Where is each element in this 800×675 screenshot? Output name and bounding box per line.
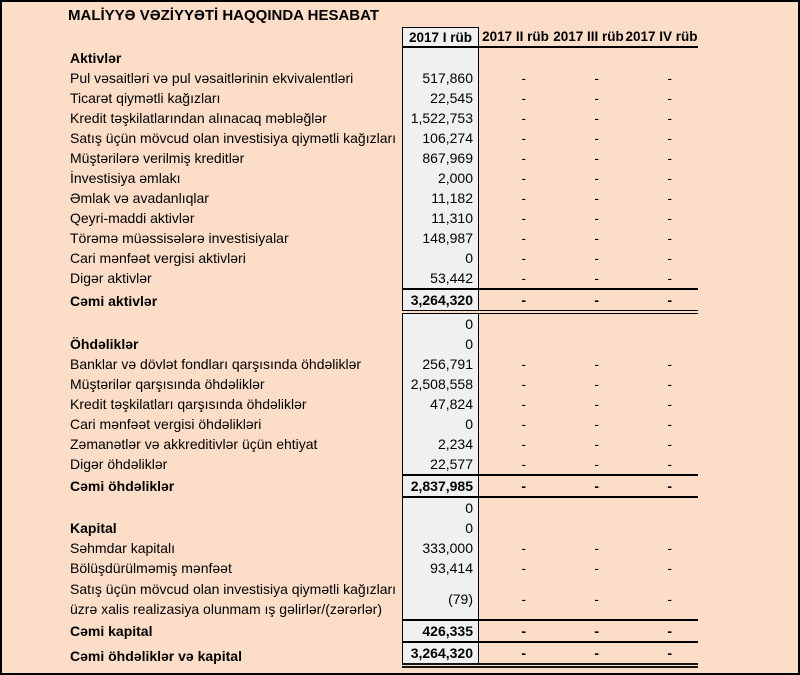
cell-2017-q4: -: [667, 90, 672, 106]
table-row: [67, 334, 698, 354]
cell-2017-q1: 11,182: [402, 188, 479, 208]
cell-2017-q2: [479, 518, 552, 538]
row-values: [402, 288, 698, 314]
cell-2017-q2: [479, 314, 552, 334]
table-row: [67, 314, 698, 334]
cell-2017-q1: 2,508,558: [402, 374, 479, 394]
row-label: Digər aktivlər: [70, 270, 152, 286]
row-label: Aktivlər: [70, 50, 122, 66]
row-values: [402, 474, 698, 498]
cell-2017-q4: [625, 498, 698, 518]
cell-2017-q3: [552, 518, 625, 538]
column-header-2017-q1: 2017 I rüb: [402, 27, 479, 46]
table-row: [67, 474, 698, 498]
cell-2017-q4: -: [667, 396, 672, 412]
cell-2017-q4: -: [667, 292, 672, 308]
cell-2017-q4: -: [667, 590, 672, 607]
cell-2017-q1: 93,414: [402, 558, 479, 578]
row-label: Müştərilər qarşısında öhdəliklər: [70, 376, 265, 392]
table-row: [67, 248, 698, 268]
row-values: [402, 168, 698, 188]
cell-2017-q1: 22,545: [402, 88, 479, 108]
table-row: [67, 643, 698, 668]
table-row: [67, 208, 698, 228]
table-row: [67, 88, 698, 108]
cell-2017-q3: -: [594, 560, 599, 576]
cell-2017-q4: -: [667, 456, 672, 472]
cell-2017-q2: -: [521, 540, 526, 556]
table-row: [67, 148, 698, 168]
cell-2017-q4: -: [667, 560, 672, 576]
cell-2017-q1: 2,000: [402, 168, 479, 188]
report-title: MALİYYƏ VƏZİYYƏTİ HAQQINDA HESABAT: [68, 7, 380, 24]
cell-2017-q1: 0: [402, 314, 479, 334]
cell-2017-q2: -: [521, 230, 526, 246]
table-row: [67, 538, 698, 558]
row-values: [402, 619, 698, 643]
cell-2017-q2: -: [521, 292, 526, 308]
row-label: Kredit təşkilatlarından alınacaq məbləğlər: [70, 110, 327, 126]
table-row: [67, 578, 698, 619]
row-label: [67, 498, 402, 518]
table-row: [67, 454, 698, 474]
cell-2017-q2: -: [521, 478, 526, 494]
cell-2017-q4: -: [667, 150, 672, 166]
cell-2017-q3: [552, 314, 625, 334]
row-values: [402, 188, 698, 208]
row-label: Cari mənfəət vergisi öhdəlikləri: [70, 416, 262, 432]
row-values: [402, 108, 698, 128]
cell-2017-q2: [479, 48, 552, 68]
cell-2017-q1: 0: [402, 334, 479, 354]
row-values: [402, 374, 698, 394]
row-values: [402, 88, 698, 108]
row-label: Cəmi öhdəliklər və kapital: [70, 647, 242, 664]
row-label: İnvestisiya əmlakı: [70, 170, 181, 186]
cell-2017-q4: -: [667, 376, 672, 392]
row-label: Satış üçün mövcud olan investisiya qiymətli kağızları: [70, 130, 397, 146]
cell-2017-q2: [479, 334, 552, 354]
row-values: [402, 414, 698, 434]
cell-2017-q4: -: [667, 130, 672, 146]
cell-2017-q2: -: [521, 645, 526, 661]
cell-2017-q4: -: [667, 190, 672, 206]
cell-2017-q2: -: [521, 70, 526, 86]
cell-2017-q3: -: [594, 478, 599, 494]
row-values: [402, 498, 698, 518]
cell-2017-q3: -: [594, 590, 599, 607]
cell-2017-q4: -: [667, 645, 672, 661]
cell-2017-q4: -: [667, 623, 672, 639]
row-values: [402, 518, 698, 538]
cell-2017-q4: [625, 334, 698, 354]
table-row: [67, 354, 698, 374]
cell-2017-q2: -: [521, 270, 526, 286]
table-body: [67, 48, 698, 668]
cell-2017-q4: [625, 314, 698, 334]
row-values: [402, 434, 698, 454]
cell-2017-q3: [552, 498, 625, 518]
table-row: [67, 128, 698, 148]
cell-2017-q2: -: [521, 210, 526, 226]
cell-2017-q1: 2,837,985: [402, 476, 479, 496]
row-values: [402, 68, 698, 88]
row-label: Banklar və dövlət fondları qarşısında öhdəliklər: [70, 356, 362, 372]
cell-2017-q2: -: [521, 150, 526, 166]
cell-2017-q1: 3,264,320: [402, 290, 479, 310]
cell-2017-q1: 0: [402, 414, 479, 434]
cell-2017-q4: -: [667, 210, 672, 226]
cell-2017-q1: 11,310: [402, 208, 479, 228]
cell-2017-q1: 22,577: [402, 454, 479, 474]
cell-2017-q1: (79): [402, 578, 479, 619]
table-header-row: [67, 27, 698, 48]
cell-2017-q4: -: [667, 478, 672, 494]
row-values: [402, 643, 698, 668]
cell-2017-q2: -: [521, 396, 526, 412]
row-label: Törəmə müəssisələrə investisiyalar: [70, 230, 289, 246]
column-header-2017-q2: 2017 II rüb: [482, 29, 549, 44]
row-values: [402, 248, 698, 268]
row-values: [402, 128, 698, 148]
row-values: [402, 394, 698, 414]
cell-2017-q4: [625, 518, 698, 538]
row-values: [402, 538, 698, 558]
row-values: [402, 208, 698, 228]
row-label: Qeyri-maddi aktivlər: [70, 210, 195, 226]
cell-2017-q3: -: [594, 623, 599, 639]
cell-2017-q1: 517,860: [402, 68, 479, 88]
row-label: Kapital: [70, 520, 117, 536]
cell-2017-q2: -: [521, 436, 526, 452]
cell-2017-q3: -: [594, 436, 599, 452]
cell-2017-q3: -: [594, 210, 599, 226]
row-values: [402, 354, 698, 374]
row-values: [402, 148, 698, 168]
column-header-2017-q4: 2017 IV rüb: [625, 29, 698, 44]
cell-2017-q4: -: [667, 416, 672, 432]
cell-2017-q4: -: [667, 436, 672, 452]
cell-2017-q3: -: [594, 356, 599, 372]
cell-2017-q1: 3,264,320: [402, 643, 479, 663]
header-label-spacer: [67, 27, 402, 48]
cell-2017-q2: [479, 498, 552, 518]
row-label: Zəmanətlər və akkreditivlər üçün ehtiyat: [70, 436, 318, 452]
cell-2017-q1: 106,274: [402, 128, 479, 148]
cell-2017-q3: -: [594, 110, 599, 126]
cell-2017-q2: -: [521, 110, 526, 126]
cell-2017-q1: 0: [402, 518, 479, 538]
table-row: [67, 228, 698, 248]
cell-2017-q3: -: [594, 230, 599, 246]
table-row: [67, 414, 698, 434]
cell-2017-q4: -: [667, 230, 672, 246]
cell-2017-q4: -: [667, 110, 672, 126]
row-values: [402, 228, 698, 248]
cell-2017-q2: -: [521, 376, 526, 392]
cell-2017-q3: -: [594, 170, 599, 186]
cell-2017-q1: 0: [402, 248, 479, 268]
row-label: [67, 578, 402, 619]
cell-2017-q1: 0: [402, 498, 479, 518]
row-label: Səhmdar kapitalı: [70, 540, 176, 556]
cell-2017-q4: -: [667, 250, 672, 266]
row-label: Cəmi kapital: [70, 623, 153, 639]
row-label: Əmlak və avadanlıqlar: [70, 190, 209, 206]
cell-2017-q3: -: [594, 396, 599, 412]
row-values: [402, 334, 698, 354]
cell-2017-q2: -: [521, 130, 526, 146]
cell-2017-q2: -: [521, 560, 526, 576]
cell-2017-q1: [402, 48, 479, 68]
row-label: [67, 314, 402, 334]
cell-2017-q3: -: [594, 130, 599, 146]
cell-2017-q2: -: [521, 356, 526, 372]
table-row: [67, 374, 698, 394]
cell-2017-q1: 47,824: [402, 394, 479, 414]
cell-2017-q1: 148,987: [402, 228, 479, 248]
table-row: [67, 108, 698, 128]
financial-position-table: [67, 27, 698, 668]
row-values: [402, 578, 698, 619]
cell-2017-q3: -: [594, 292, 599, 308]
table-row: [67, 434, 698, 454]
cell-2017-q1: 426,335: [402, 621, 479, 641]
cell-2017-q2: -: [521, 456, 526, 472]
row-label: Cari mənfəət vergisi aktivləri: [70, 250, 246, 266]
table-row: [67, 619, 698, 643]
cell-2017-q4: -: [667, 170, 672, 186]
table-row: [67, 268, 698, 288]
cell-2017-q3: -: [594, 540, 599, 556]
row-values: [402, 454, 698, 474]
cell-2017-q1: 867,969: [402, 148, 479, 168]
cell-2017-q3: -: [594, 90, 599, 106]
cell-2017-q1: 256,791: [402, 354, 479, 374]
cell-2017-q2: -: [521, 90, 526, 106]
row-label-line1: Satış üçün mövcud olan investisiya qiymətli kağızları: [70, 581, 397, 597]
cell-2017-q2: -: [521, 590, 526, 607]
cell-2017-q3: -: [594, 70, 599, 86]
row-values: [402, 268, 698, 288]
row-label: Digər öhdəliklər: [70, 456, 168, 472]
column-header-2017-q3: 2017 III rüb: [553, 29, 624, 44]
table-row: [67, 558, 698, 578]
row-label-line2: üzrə xalis realizasiya olunmam ış gəlirlər/(zərərlər): [70, 601, 382, 617]
cell-2017-q4: -: [667, 540, 672, 556]
table-row: [67, 394, 698, 414]
table-row: [67, 498, 698, 518]
cell-2017-q3: -: [594, 150, 599, 166]
cell-2017-q3: -: [594, 456, 599, 472]
cell-2017-q3: [552, 48, 625, 68]
table-row: [67, 68, 698, 88]
row-label: Öhdəliklər: [70, 336, 139, 352]
table-row: [67, 168, 698, 188]
row-values: [402, 314, 698, 334]
row-label: Müştərilərə verilmiş kreditlər: [70, 150, 245, 166]
cell-2017-q2: -: [521, 190, 526, 206]
cell-2017-q2: -: [521, 623, 526, 639]
cell-2017-q1: 1,522,753: [402, 108, 479, 128]
cell-2017-q1: 333,000: [402, 538, 479, 558]
header-columns: [402, 27, 698, 48]
cell-2017-q4: [625, 48, 698, 68]
table-row: [67, 518, 698, 538]
cell-2017-q4: -: [667, 270, 672, 286]
cell-2017-q3: -: [594, 416, 599, 432]
cell-2017-q3: -: [594, 250, 599, 266]
cell-2017-q4: -: [667, 356, 672, 372]
cell-2017-q1: 53,442: [402, 268, 479, 288]
row-values: [402, 48, 698, 68]
table-row: [67, 48, 698, 68]
table-row: [67, 188, 698, 208]
cell-2017-q3: -: [594, 190, 599, 206]
cell-2017-q2: -: [521, 250, 526, 266]
row-values: [402, 558, 698, 578]
cell-2017-q2: -: [521, 416, 526, 432]
cell-2017-q3: -: [594, 376, 599, 392]
row-label: Cəmi öhdəliklər: [70, 478, 175, 494]
table-row: [67, 288, 698, 314]
cell-2017-q2: -: [521, 170, 526, 186]
cell-2017-q1: 2,234: [402, 434, 479, 454]
cell-2017-q3: -: [594, 645, 599, 661]
row-label: Cəmi aktivlər: [70, 293, 158, 309]
row-label: Kredit təşkilatları qarşısında öhdəliklər: [70, 396, 307, 412]
row-label: Ticarət qiymətli kağızları: [70, 90, 221, 106]
row-label: Bölüşdürülməmiş mənfəət: [70, 560, 232, 576]
cell-2017-q4: -: [667, 70, 672, 86]
cell-2017-q3: [552, 334, 625, 354]
row-label: Pul vəsaitləri və pul vəsaitlərinin ekvivalentləri: [70, 70, 354, 86]
cell-2017-q3: -: [594, 270, 599, 286]
